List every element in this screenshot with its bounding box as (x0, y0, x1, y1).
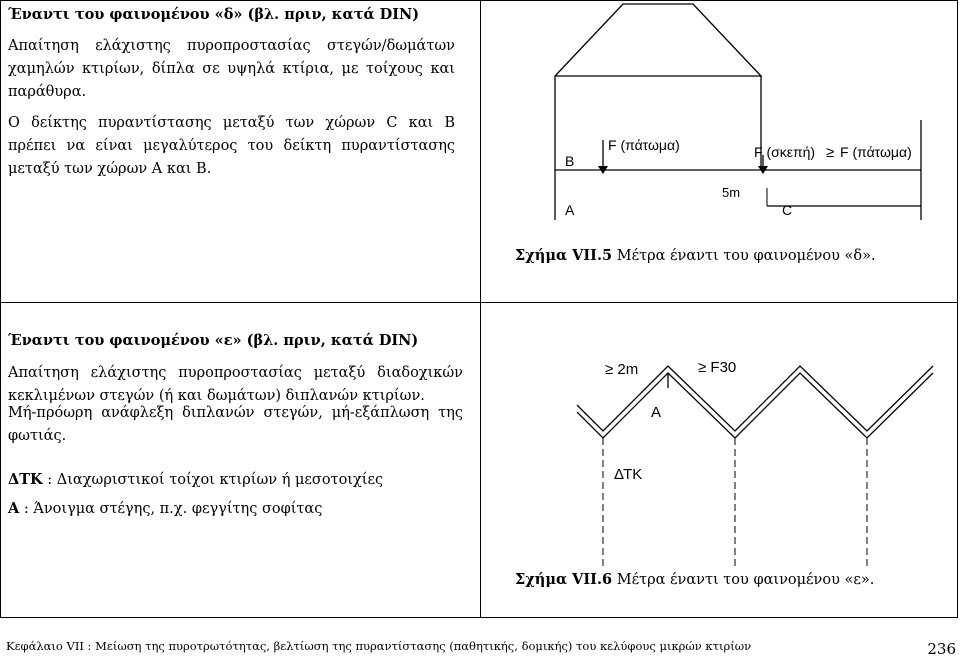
figure-1-caption-number: Σχήμα VII.5 (515, 247, 613, 264)
section1-heading: Έναντι του φαινομένου «δ» (βλ. πριν, κατά DIN) (8, 6, 420, 23)
definition-a-text: : Άνοιγμα στέγης, π.χ. φεγγίτης σοφίτας (19, 501, 323, 517)
label-roof: F (σκεπή) (754, 144, 816, 160)
figure-1-diagram (481, 0, 958, 240)
section2-paragraph-1: Απαίτηση ελάχιστης πυροπροστασίας μεταξύ διαδοχικών κεκλιμένων στεγών (ή και δωμάτων) διπλανών κτιρίων. (8, 365, 463, 404)
section1-paragraph-2: Ο δείκτης πυραντίστασης μεταξύ των χώρων C και B πρέπει να είναι μεγαλύτερος του δείκτη πυραντίστασης μεταξύ των χώρων A και B. (8, 115, 455, 177)
section-divider (0, 302, 958, 303)
definition-dtk (8, 468, 383, 492)
section2-heading: Έναντι του φαινομένου «ε» (βλ. πριν, κατά DIN) (8, 332, 419, 349)
label-2m: ≥ 2m (605, 361, 639, 378)
label-floor: F (πάτωμα) (608, 137, 680, 153)
label-f30: ≥ F30 (698, 359, 737, 376)
figure-2-caption (515, 571, 874, 588)
label-floor-2: F (πάτωμα) (840, 144, 912, 160)
figure-2-diagram (481, 340, 958, 570)
label-b: B (565, 153, 575, 169)
roof-outline (555, 4, 761, 76)
footer-text: Κεφάλαιο VII : Μείωση της πυροτρωτότητας, βελτίωση της πυραντίστασης (παθητικής, δομικής) του κελύφους μικρών κτιρίων (6, 639, 752, 653)
label-a: A (565, 202, 575, 218)
figure-1-caption (515, 247, 876, 264)
section2-paragraph-2: Μή-πρόωρη ανάφλεξη διπλανών στεγών, μή-εξάπλωση της φωτιάς. (8, 405, 463, 444)
definition-a (8, 497, 322, 521)
section1-paragraph-1: Απαίτηση ελάχιστης πυροπροστασίας στεγών/δωμάτων χαμηλών κτιρίων, δίπλα σε υψηλά κτίρια, με τοίχους και παράθυρα. (8, 38, 455, 100)
label-c: C (782, 202, 793, 218)
definition-dtk-text: : Διαχωριστικοί τοίχοι κτιρίων ή μεσοτοιχίες (42, 472, 384, 488)
figure-2-caption-number: Σχήμα VII.6 (515, 571, 613, 588)
figure-2-caption-text: Μέτρα έναντι του φαινομένου «ε». (612, 572, 875, 588)
label-dtk: ΔΤΚ (614, 466, 643, 483)
definition-a-term: Α (8, 500, 20, 517)
figure-1-caption-text: Μέτρα έναντι του φαινομένου «δ». (612, 248, 876, 264)
page-number: 236 (927, 640, 956, 658)
label-ge: ≥ (826, 144, 835, 161)
label-a-opening: A (651, 404, 662, 421)
roof-profile-inner (577, 373, 933, 438)
definition-dtk-term: ΔΤΚ (8, 471, 43, 488)
label-5m: 5m (722, 185, 741, 200)
